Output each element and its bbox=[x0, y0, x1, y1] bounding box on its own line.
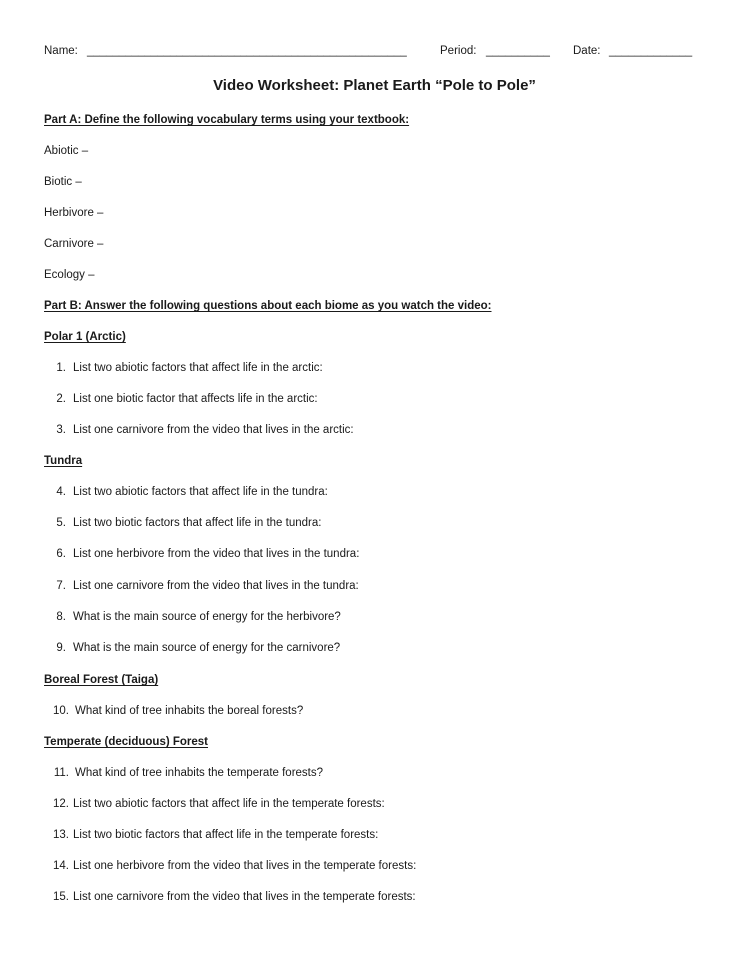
question-item bbox=[44, 767, 323, 779]
vocab-term-abiotic: Abiotic – bbox=[44, 145, 89, 157]
question-item bbox=[44, 517, 321, 529]
question-item bbox=[44, 486, 328, 498]
date-blank[interactable]: _____________ bbox=[609, 45, 693, 57]
question-text: List one herbivore from the video that lives in the tundra: bbox=[73, 548, 360, 560]
question-text: List two abiotic factors that affect life in the tundra: bbox=[73, 486, 328, 498]
date-label: Date: bbox=[573, 45, 601, 57]
question-text: List two biotic factors that affect life in the temperate forests: bbox=[73, 829, 379, 841]
question-text: What is the main source of energy for the herbivore? bbox=[73, 611, 341, 623]
question-text: What is the main source of energy for the carnivore? bbox=[73, 642, 341, 654]
question-number: 8. bbox=[56, 611, 66, 623]
question-number: 14. bbox=[53, 860, 69, 872]
question-number: 9. bbox=[56, 642, 66, 654]
biome-heading-tundra: Tundra bbox=[44, 455, 83, 467]
question-text: List one carnivore from the video that lives in the arctic: bbox=[73, 424, 354, 436]
question-item bbox=[44, 393, 318, 405]
question-item bbox=[44, 642, 340, 654]
question-number: 15. bbox=[53, 891, 69, 903]
question-item bbox=[44, 798, 385, 810]
question-text: List two biotic factors that affect life in the tundra: bbox=[73, 517, 322, 529]
question-number: 5. bbox=[56, 517, 66, 529]
vocab-term-biotic: Biotic – bbox=[44, 176, 82, 188]
question-number: 3. bbox=[56, 424, 66, 436]
biome-heading-temperate: Temperate (deciduous) Forest bbox=[44, 736, 209, 748]
question-number: 11. bbox=[53, 767, 69, 779]
question-number: 6. bbox=[56, 548, 66, 560]
part-a-heading: Part A: Define the following vocabulary terms using your textbook: bbox=[44, 114, 410, 126]
name-label: Name: bbox=[44, 45, 78, 57]
name-blank[interactable]: __________________________________________________ bbox=[87, 45, 407, 57]
period-blank[interactable]: __________ bbox=[486, 45, 550, 57]
question-number: 4. bbox=[56, 486, 66, 498]
question-number: 1. bbox=[56, 362, 66, 374]
period-label: Period: bbox=[440, 45, 477, 57]
question-text: List one biotic factor that affects life in the arctic: bbox=[73, 393, 318, 405]
question-item bbox=[44, 362, 323, 374]
question-item bbox=[44, 424, 354, 436]
question-text: List two abiotic factors that affect life in the temperate forests: bbox=[73, 798, 385, 810]
question-text: What kind of tree inhabits the temperate forests? bbox=[75, 767, 324, 779]
question-number: 10. bbox=[53, 705, 69, 717]
question-item bbox=[44, 580, 359, 592]
question-item bbox=[44, 829, 378, 841]
question-text: List one herbivore from the video that lives in the temperate forests: bbox=[73, 860, 417, 872]
question-number: 2. bbox=[56, 393, 66, 405]
part-b-heading: Part B: Answer the following questions about each biome as you watch the video: bbox=[44, 300, 492, 312]
vocab-term-carnivore: Carnivore – bbox=[44, 238, 104, 250]
question-item bbox=[44, 611, 341, 623]
question-text: List one carnivore from the video that lives in the temperate forests: bbox=[73, 891, 416, 903]
question-item bbox=[44, 548, 359, 560]
question-number: 13. bbox=[53, 829, 69, 841]
question-text: List two abiotic factors that affect life in the arctic: bbox=[73, 362, 323, 374]
question-text: List one carnivore from the video that lives in the tundra: bbox=[73, 580, 359, 592]
vocab-term-ecology: Ecology – bbox=[44, 269, 95, 281]
question-number: 7. bbox=[56, 580, 66, 592]
biome-heading-boreal: Boreal Forest (Taiga) bbox=[44, 674, 159, 686]
question-number: 12. bbox=[53, 798, 69, 810]
question-item bbox=[44, 705, 303, 717]
biome-heading-polar: Polar 1 (Arctic) bbox=[44, 331, 126, 343]
question-text: What kind of tree inhabits the boreal forests? bbox=[75, 705, 304, 717]
vocab-term-herbivore: Herbivore – bbox=[44, 207, 104, 219]
question-item bbox=[44, 891, 416, 903]
question-item bbox=[44, 860, 416, 872]
worksheet-title: Video Worksheet: Planet Earth “Pole to Pole” bbox=[213, 77, 536, 94]
